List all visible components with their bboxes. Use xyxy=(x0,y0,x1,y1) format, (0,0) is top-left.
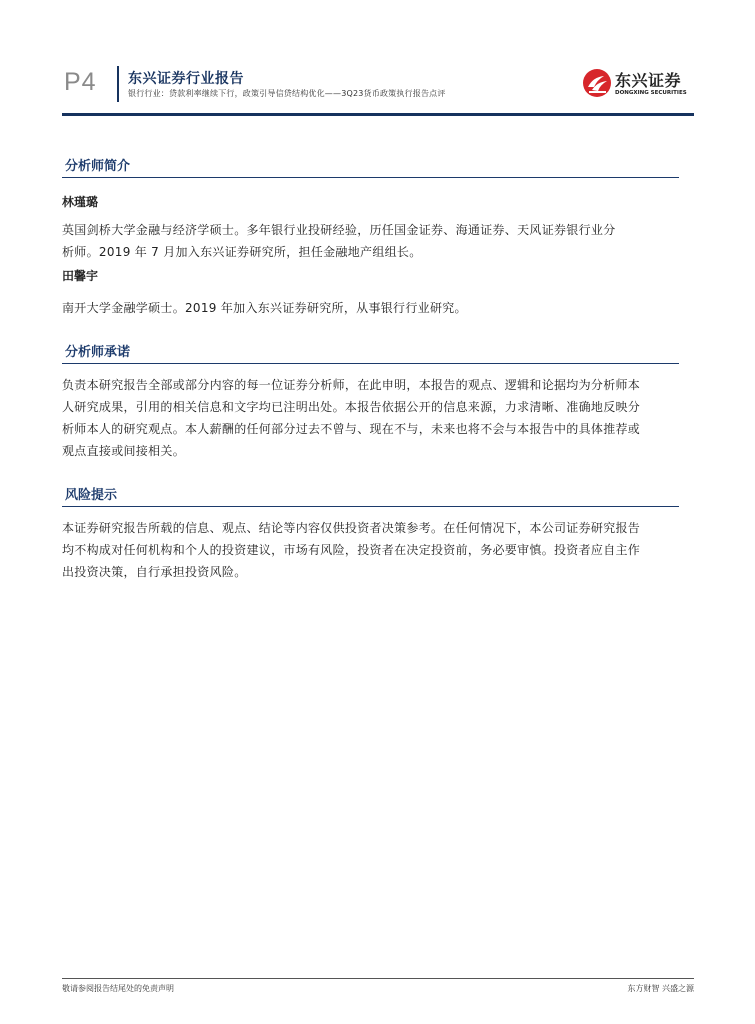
bio-line: 析师。2019 年 7 月加入东兴证券研究所，担任金融地产组组长。 xyxy=(62,245,422,259)
report-subtitle: 银行行业：贷款利率继续下行，政策引导信贷结构优化——3Q23货币政策执行报告点评 xyxy=(128,89,446,98)
analyst-name: 林瑾璐 xyxy=(62,195,99,209)
company-logo xyxy=(582,66,694,102)
risk-line: 出投资决策，自行承担投资风险。 xyxy=(62,565,247,579)
commitment-text xyxy=(62,374,690,462)
section-rule xyxy=(62,177,679,178)
bio-line: 英国剑桥大学金融与经济学硕士。多年银行业投研经验，历任国金证券、海通证券、天风证券银行业分 xyxy=(62,223,616,237)
page-number: P4 xyxy=(64,68,97,96)
analyst-name: 田馨宇 xyxy=(62,269,99,283)
dongxing-logo-icon xyxy=(582,68,612,98)
header-divider xyxy=(117,66,119,102)
section-title-risk-warning: 风险提示 xyxy=(65,488,118,503)
analyst-bio xyxy=(62,297,690,319)
analyst-intro-section xyxy=(62,157,679,178)
risk-warning-text xyxy=(62,517,690,583)
commitment-line: 负责本研究报告全部或部分内容的每一位证券分析师，在此申明，本报告的观点、逻辑和论据均为分析师本 xyxy=(62,378,641,392)
risk-line: 均不构成对任何机构和个人的投资建议，市场有风险，投资者在决定投资前，务必要审慎。投资者应自主作 xyxy=(62,543,641,557)
section-title-analyst-intro: 分析师简介 xyxy=(65,159,131,174)
analyst-commitment-section xyxy=(62,343,679,364)
commitment-line: 观点直接或间接相关。 xyxy=(62,444,186,458)
risk-line: 本证券研究报告所载的信息、观点、结论等内容仅供投资者决策参考。在任何情况下，本公司证券研究报告 xyxy=(62,521,641,535)
page-header xyxy=(62,60,694,114)
commitment-line: 析师本人的研究观点。本人薪酬的任何部分过去不曾与、现在不与，未来也将不会与本报告中的具体推荐或 xyxy=(62,422,641,436)
header-rule xyxy=(62,113,694,116)
page-footer xyxy=(62,978,694,998)
company-slogan: 东方财智 兴盛之源 xyxy=(627,984,694,993)
section-title-analyst-commitment: 分析师承诺 xyxy=(65,345,131,360)
footer-rule xyxy=(62,978,694,979)
report-type-title: 东兴证券行业报告 xyxy=(128,71,244,87)
disclaimer-note: 敬请参阅报告结尾处的免责声明 xyxy=(62,984,174,993)
bio-line: 南开大学金融学硕士。2019 年加入东兴证券研究所，从事银行行业研究。 xyxy=(62,301,467,315)
section-rule xyxy=(62,363,679,364)
commitment-line: 人研究成果，引用的相关信息和文字均已注明出处。本报告依据公开的信息来源，力求清晰、准确地反映分 xyxy=(62,400,641,414)
logo-chinese-text: 东兴证券 xyxy=(615,71,682,90)
analyst-bio xyxy=(62,219,690,263)
risk-warning-section xyxy=(62,486,679,507)
section-rule xyxy=(62,506,679,507)
logo-english-text: DONGXING SECURITIES xyxy=(615,90,687,96)
